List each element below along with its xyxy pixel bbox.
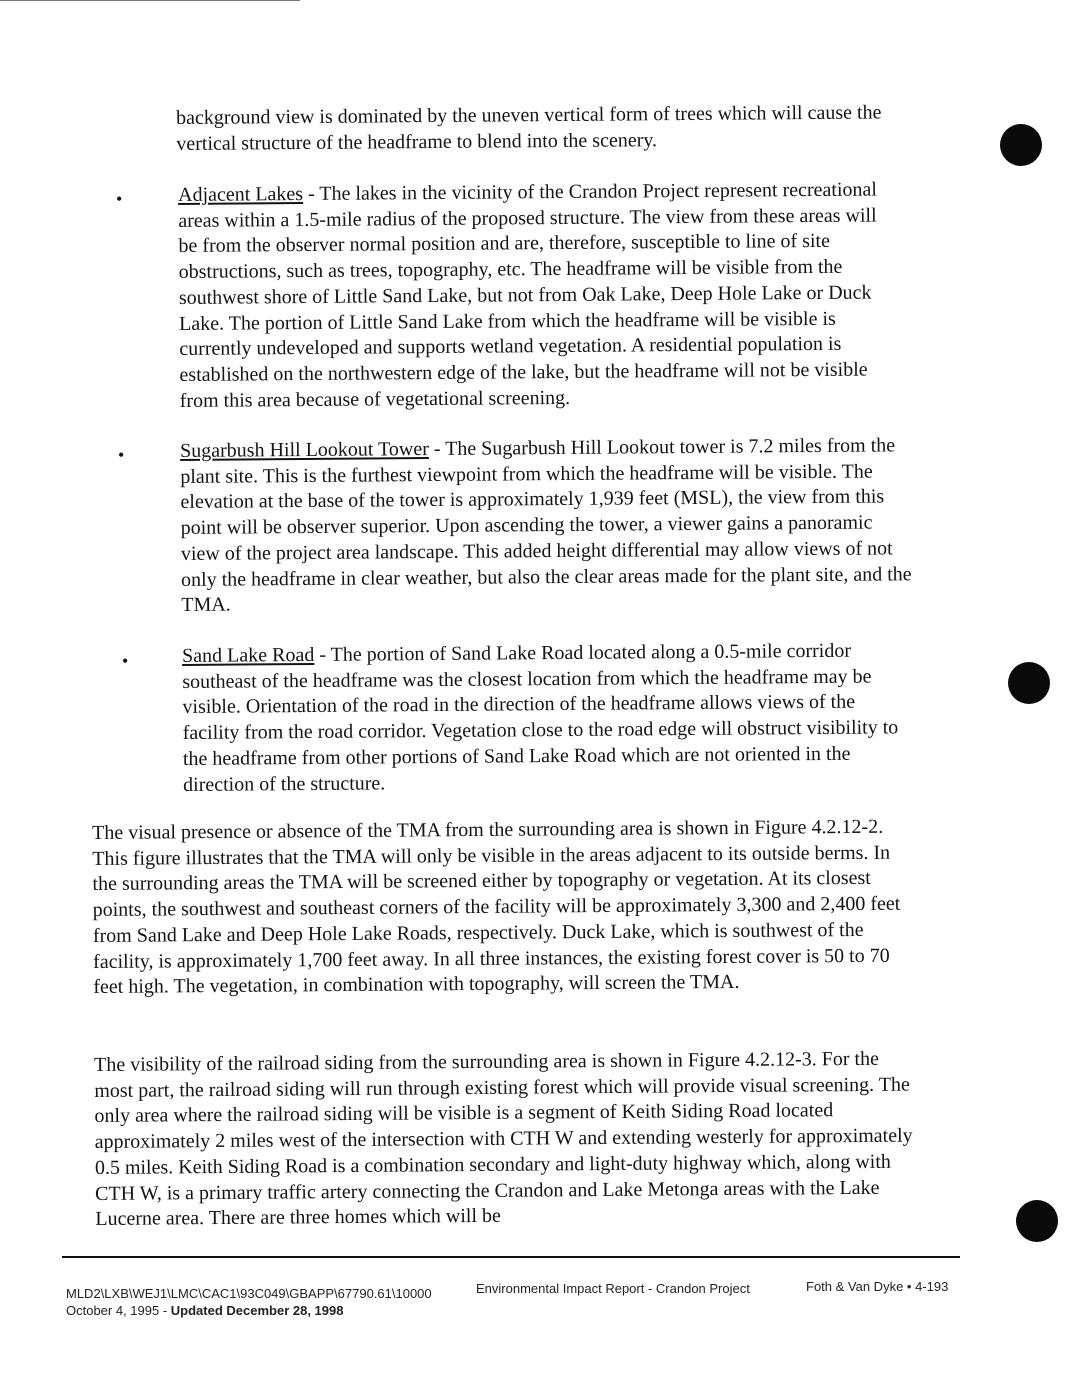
bullet-text: - The portion of Sand Lake Road located along a 0.5-mile corridor southeast of the headframe was the closest location from which the headframe may be visible. Orientation of the road in the direction of the headframe allows views of the facility from the road corridor. Vegetation close to the road edge will obstruct visibility to the headframe from other portions of Sand Lake Road which are not oriented in the direction of the structure. [182, 639, 899, 796]
footer-date-original: October 4, 1995 - [66, 1303, 171, 1318]
punch-hole-bottom [1016, 1200, 1058, 1242]
tma-visibility-paragraph: The visual presence or absence of the TMA from the surrounding area is shown in Figure 4.2.12-2. This figure illustrates that the TMA will only be visible in the areas adjacent to its outside berms. In the surrounding areas the TMA will be screened either by topography or vegetation. At its closest points, the southwest and southeast corners of the facility will be approximately 3,300 and 2,400 feet from Sand Lake and Deep Hole Lake Roads, respectively. Duck Lake, which is southwest of the facility, is approximately 1,700 feet away. In all three instances, the existing forest cover is 50 to 70 feet high. The vegetation, in combination with topography, will screen the TMA. [92, 815, 901, 999]
footer-date [66, 1303, 343, 1318]
bullet-marker: • [116, 189, 123, 209]
footer-file-path: MLD2\LXB\WEJ1\LMC\CAC1\93C049\GBAPP\67790.61\10000 [66, 1286, 432, 1301]
top-edge-rule [0, 0, 300, 1]
bullet-text: - The Sugarbush Hill Lookout tower is 7.2 miles from the plant site. This is the furthest viewpoint from which the headframe will be visible. The elevation at the base of the tower is approximately 1,939 feet (MSL), the view from this point will be observer superior. Upon ascending the tower, a viewer gains a panoramic view of the project area landscape. This added height differential may allow views of not only the headframe in clear weather, but also the clear areas made for the plant site, and the TMA. [180, 434, 912, 617]
intro-continuation-paragraph: background view is dominated by the uneven vertical form of trees which will cause the vertical structure of the headframe to blend into the scenery. [176, 101, 882, 155]
bullet-sand-lake-road [182, 638, 903, 798]
punch-hole-middle [1008, 662, 1050, 704]
bullet-heading: Sugarbush Hill Lookout Tower [180, 438, 429, 462]
footer-company-page: Foth & Van Dyke • 4-193 [806, 1279, 949, 1294]
bullet-marker: • [122, 651, 129, 671]
bullet-heading: Sand Lake Road [182, 643, 315, 667]
footer-rule [62, 1256, 960, 1258]
railroad-visibility-paragraph: The visibility of the railroad siding from the surrounding area is shown in Figure 4.2.12-3. For the most part, the railroad siding will run through existing forest which will provide visual screening. The only area where the railroad siding will be visible is a segment of Keith Siding Road located approximately 2 miles west of the intersection with CTH W and extending westerly for approximately 0.5 miles. Keith Siding Road is a combination secondary and light-duty highway which, along with CTH W, is a primary traffic artery connecting the Crandon and Lake Metonga areas with the Lake Lucerne area. There are three homes which will be [94, 1047, 913, 1231]
footer-report-title: Environmental Impact Report - Crandon Project [476, 1281, 750, 1296]
bullet-adjacent-lakes [178, 177, 892, 414]
bullet-marker: • [118, 445, 125, 465]
footer-date-updated: Updated December 28, 1998 [170, 1303, 344, 1318]
bullet-text: - The lakes in the vicinity of the Crandon Project represent recreational areas within a 1.5-mile radius of the proposed structure. The view from these areas will be from the observer normal position and are, therefore, susceptible to line of site obstructions, such as trees, topography, etc. The headframe will be visible from the southwest shore of Little Sand Lake, but not from Oak Lake, Deep Hole Lake or Duck Lake. The portion of Little Sand Lake from which the headframe will be visible is currently undeveloped and supports wetland vegetation. A residential population is established on the northwestern edge of the lake, but the headframe will not be visible from this area because of vegetational screening. [178, 178, 877, 412]
punch-hole-top [1000, 124, 1042, 166]
bullet-sugarbush-hill-lookout-tower [180, 433, 915, 619]
bullet-heading: Adjacent Lakes [178, 183, 304, 206]
